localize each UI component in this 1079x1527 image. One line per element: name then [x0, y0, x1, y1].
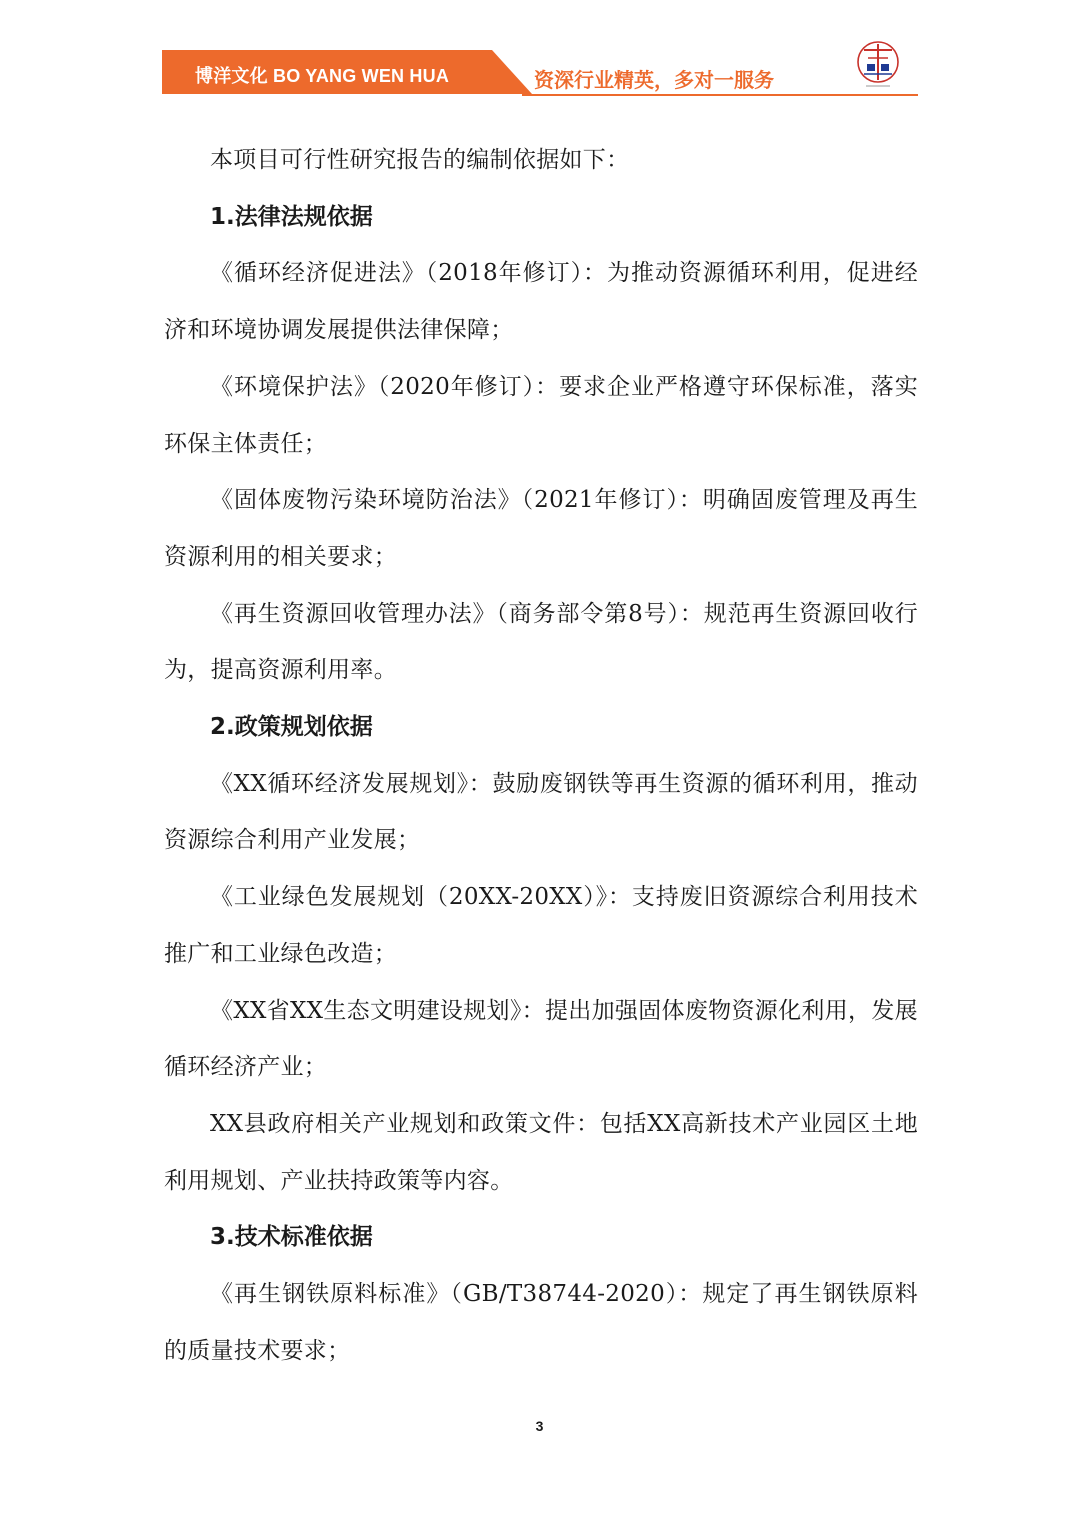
header-divider [522, 94, 918, 96]
body-paragraph: 《XX循环经济发展规划》：鼓励废钢铁等再生资源的循环利用，推动资源综合利用产业发展； [164, 770, 918, 854]
body-paragraph: 《工业绿色发展规划（20XX-20XX）》：支持废旧资源综合利用技术推广和工业绿色改造； [164, 884, 918, 967]
section-heading-standards: 3.技术标准依据 [210, 1224, 373, 1251]
section-heading-laws: 1.法律法规依据 [210, 203, 373, 230]
body-paragraph: 《循环经济促进法》（2018年修订）：为推动资源循环利用，促进经济和环境协调发展提供法律保障； [164, 260, 918, 344]
body-paragraph: 《XX省XX生态文明建设规划》：提出加强固体废物资源化利用，发展循环经济产业； [164, 997, 918, 1081]
page-number: 3 [535, 1418, 544, 1434]
body-paragraph: 《再生资源回收管理办法》（商务部令第8号）：规范再生资源回收行为，提高资源利用率。 [164, 600, 918, 684]
body-paragraph: 《再生钢铁原料标准》（GB/T38744-2020）：规定了再生钢铁原料的质量技术要求； [164, 1281, 918, 1364]
body-paragraph: 《环境保护法》（2020年修订）：要求企业严格遵守环保标准，落实环保主体责任； [164, 373, 918, 457]
header-slogan: 资深行业精英，多对一服务 [534, 70, 774, 92]
body-paragraph: XX县政府相关产业规划和政策文件：包括XX高新技术产业园区土地利用规划、产业扶持政策等内容。 [164, 1110, 918, 1194]
section-heading-policy: 2.政策规划依据 [210, 714, 373, 741]
body-paragraph: 《固体废物污染环境防治法》（2021年修订）：明确固废管理及再生资源利用的相关要求； [164, 487, 918, 570]
document-body [164, 132, 918, 1379]
intro-paragraph: 本项目可行性研究报告的编制依据如下： [210, 147, 630, 173]
brand-name: 博洋文化 BO YANG WEN HUA [195, 66, 450, 86]
boyang-logo-icon [856, 40, 900, 90]
page-header [162, 50, 918, 96]
